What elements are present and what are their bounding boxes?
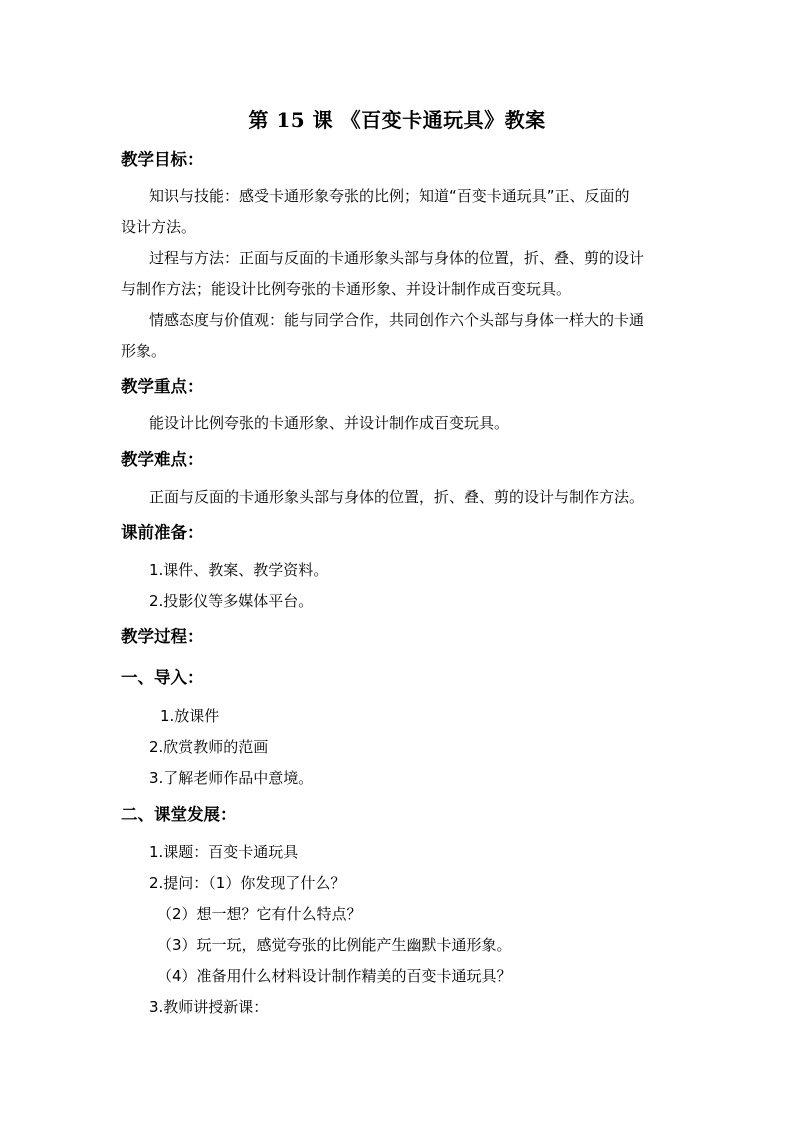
goals-knowledge-line-2: 设计方法。 [121, 218, 197, 236]
preparation-item: 1.课件、教案、教学资料。 [149, 561, 329, 579]
key-points-heading: 教学重点： [121, 377, 204, 396]
goals-knowledge-line-1: 知识与技能：感受卡通形象夸张的比例；知道“百变卡通玩具”正、反面的 [149, 187, 630, 205]
development-item-teaching: 3.教师讲授新课： [149, 998, 269, 1016]
process-heading: 教学过程： [121, 627, 204, 646]
preparation-item: 2.投影仪等多媒体平台。 [149, 592, 314, 610]
goals-emotion-line-2: 形象。 [121, 342, 167, 360]
intro-item: 2.欣赏教师的范画 [149, 738, 269, 756]
difficulties-heading: 教学难点： [121, 450, 204, 469]
key-points-text: 能设计比例夸张的卡通形象、并设计制作成百变玩具。 [149, 414, 510, 432]
goals-heading: 教学目标： [121, 150, 204, 169]
preparation-heading: 课前准备： [121, 523, 204, 542]
development-question-4: （4）准备用什么材料设计制作精美的百变卡通玩具？ [157, 967, 512, 985]
development-question-3: （3）玩一玩，感觉夸张的比例能产生幽默卡通形象。 [157, 936, 512, 954]
development-question-2: （2）想一想？它有什么特点？ [157, 905, 362, 923]
difficulties-text: 正面与反面的卡通形象头部与身体的位置，折、叠、剪的设计与制作方法。 [149, 488, 645, 506]
goals-emotion-line-1: 情感态度与价值观：能与同学合作，共同创作六个头部与身体一样大的卡通 [149, 311, 645, 329]
goals-process-line-1: 过程与方法：正面与反面的卡通形象头部与身体的位置，折、叠、剪的设计 [149, 249, 645, 267]
document-title: 第 15 课 《百变卡通玩具》教案 [248, 108, 546, 132]
intro-heading: 一、导入： [121, 668, 204, 687]
goals-process-line-2: 与制作方法；能设计比例夸张的卡通形象、并设计制作成百变玩具。 [121, 280, 572, 298]
intro-item: 1.放课件 [160, 707, 220, 725]
development-item-topic: 1.课题：百变卡通玩具 [149, 843, 299, 861]
development-heading: 二、课堂发展： [121, 805, 237, 824]
development-item-question: 2.提问：（1）你发现了什么？ [149, 874, 346, 892]
intro-item: 3.了解老师作品中意境。 [149, 769, 314, 787]
